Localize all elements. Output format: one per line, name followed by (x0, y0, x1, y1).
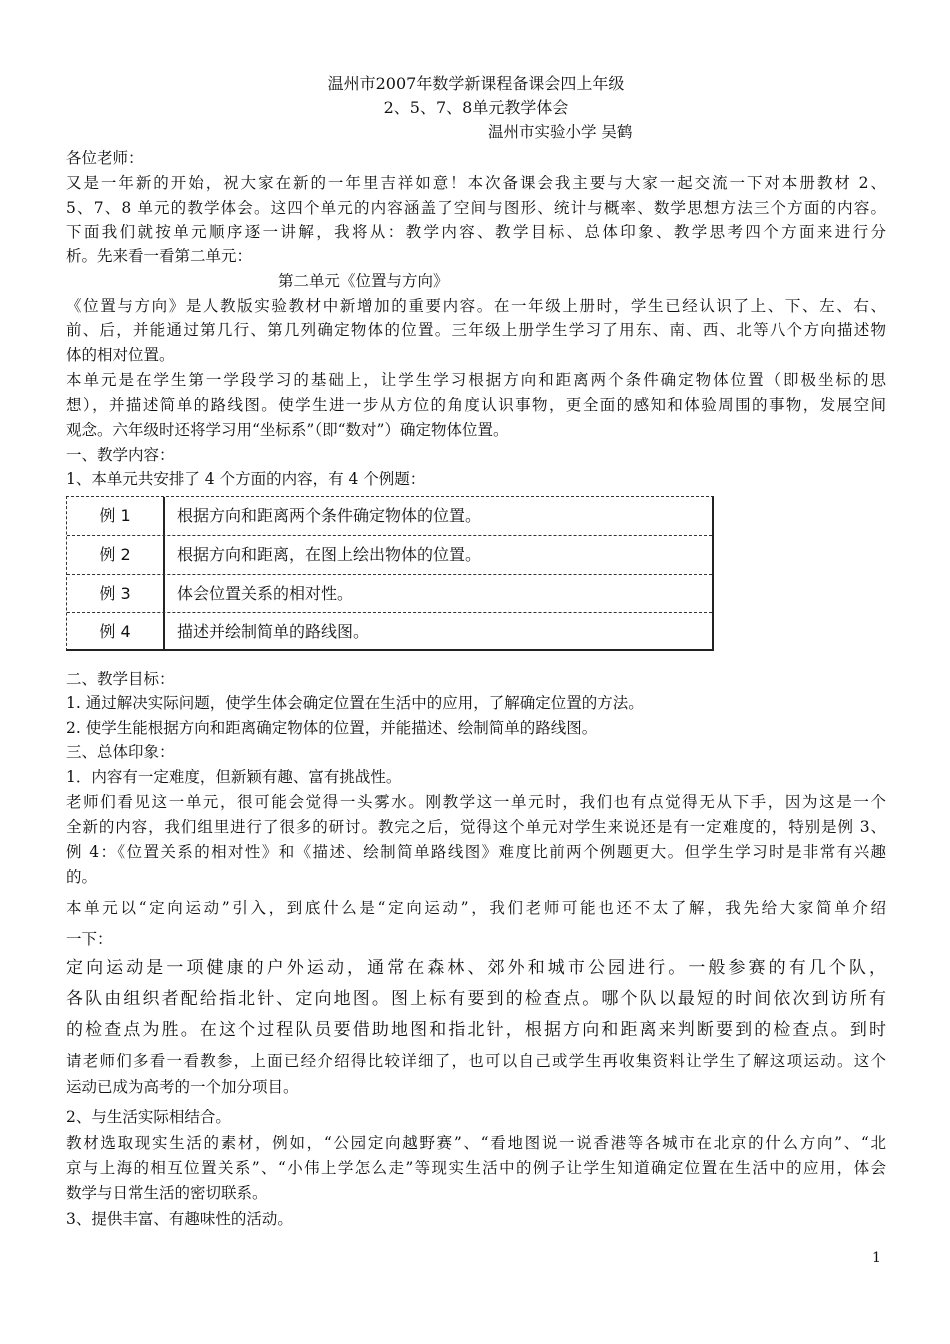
paragraph-line: 京与上海的相互位置关系”、“小伟上学怎么走”等现实生活中的例子让学生知道确定位置在生活中的应用，体会 (66, 1159, 886, 1177)
paragraph-line: 教材选取现实生活的素材，例如，“公园定向越野赛”、“看地图说一说香港等各城市在北京的什么方向”、“北 (66, 1134, 886, 1152)
table-row (67, 536, 712, 574)
paragraph-line: 一下： (66, 930, 113, 948)
examples-table (66, 496, 714, 651)
example-label: 例 4 (99, 622, 131, 641)
greeting: 各位老师： (66, 149, 144, 167)
author-line: 温州市实验小学 吴鹤 (488, 123, 633, 141)
paragraph-line: 又是一年新的开始，祝大家在新的一年里吉祥如意！本次备课会我主要与大家一起交流一下对本册教材 2、 (66, 174, 886, 192)
paragraph-line: 的。 (66, 868, 98, 886)
section-heading: 三、总体印象： (66, 743, 175, 761)
paragraph-line: 前、后，并能通过第几行、第几列确定物体的位置。三年级上册学生学习了用东、南、西、北等八个方向描述物 (66, 321, 886, 339)
doc-title-line2: 2、5、7、8单元教学体会 (383, 98, 569, 117)
paragraph-line: 老师们看见这一单元，很可能会觉得一头雾水。刚教学这一单元时，我们也有点觉得无从下手，因为这是一个 (66, 793, 886, 811)
paragraph-line: 请老师们多看一看教参，上面已经介绍得比较详细了，也可以自己或学生再收集资料让学生了解这项运动。这个 (66, 1052, 886, 1070)
paragraph-line: 体的相对位置。 (66, 346, 175, 364)
paragraph-line: 想），并描述简单的路线图。使学生进一步从方位的角度认识事物，更全面的感知和体验周围的事物，发展空间 (66, 396, 886, 414)
example-label: 例 2 (99, 545, 131, 564)
example-text: 根据方向和距离两个条件确定物体的位置。 (177, 506, 482, 525)
impression-item: 2、与生活实际相结合。 (66, 1108, 231, 1126)
paragraph-line: 数学与日常生活的密切联系。 (66, 1184, 268, 1202)
quote-line: 各队由组织者配给指北针、定向地图。图上标有要到的检查点。哪个队以最短的时间依次到访所有 (66, 989, 886, 1009)
paragraph-line: 观念。六年级时还将学习用“坐标系”（即“数对”）确定物体位置。 (66, 421, 509, 439)
paragraph-line: 例 4：《位置关系的相对性》和《描述、绘制简单路线图》难度比前两个例题更大。但学生学习时是非常有兴趣 (66, 843, 886, 861)
paragraph-line: 运动已成为高考的一个加分项目。 (66, 1078, 299, 1096)
paragraph-line: 《位置与方向》是人教版实验教材中新增加的重要内容。在一年级上册时，学生已经认识了上、下、左、右、 (66, 297, 886, 315)
section-heading: 二、教学目标： (66, 670, 175, 688)
table-row (67, 575, 712, 613)
paragraph-line: 下面我们就按单元顺序逐一讲解，我将从：教学内容、教学目标、总体印象、教学思考四个方面来进行分 (66, 223, 886, 241)
example-label: 例 1 (99, 506, 131, 525)
paragraph-line: 本单元是在学生第一学段学习的基础上，让学生学习根据方向和距离两个条件确定物体位置（即极坐标的思 (66, 371, 886, 389)
doc-title-line1: 温州市2007年数学新课程备课会四上年级 (327, 74, 625, 93)
paragraph-line: 全新的内容，我们组里进行了很多的研讨。教完之后，觉得这个单元对学生来说还是有一定难度的，特别是例 3、 (66, 818, 886, 836)
quote-line: 定向运动是一项健康的户外运动，通常在森林、郊外和城市公园进行。一般参赛的有几个队， (66, 958, 886, 978)
section-heading: 一、教学内容： (66, 446, 175, 464)
table-row (67, 497, 712, 535)
paragraph-line: 本单元以“定向运动”引入，到底什么是“定向运动”，我们老师可能也还不太了解，我先给大家简单介绍 (66, 899, 886, 917)
example-label: 例 3 (99, 584, 131, 603)
paragraph-line: 5、7、8 单元的教学体会。这四个单元的内容涵盖了空间与图形、统计与概率、数学思想方法三个方面的内容。 (66, 199, 886, 217)
example-text: 根据方向和距离，在图上绘出物体的位置。 (177, 545, 482, 564)
example-text: 体会位置关系的相对性。 (177, 584, 354, 603)
goal-item: 2. 使学生能根据方向和距离确定物体的位置，并能描述、绘制简单的路线图。 (66, 719, 598, 737)
table-row (67, 613, 712, 651)
impression-item: 3、提供丰富、有趣味性的活动。 (66, 1210, 293, 1228)
example-text: 描述并绘制简单的路线图。 (177, 622, 370, 641)
quote-line: 的检查点为胜。在这个过程队员要借助地图和指北针，根据方向和距离来判断要到的检查点。到时 (66, 1020, 886, 1040)
impression-item: 1．内容有一定难度，但新颖有趣、富有挑战性。 (66, 768, 402, 786)
paragraph-line: 析。先来看一看第二单元： (66, 247, 253, 265)
section-subline: 1、本单元共安排了 4 个方面的内容，有 4 个例题： (66, 470, 426, 488)
unit-title: 第二单元《位置与方向》 (278, 272, 449, 290)
goal-item: 1. 通过解决实际问题，使学生体会确定位置在生活中的应用，了解确定位置的方法。 (66, 694, 644, 712)
page-number: 1 (872, 1250, 881, 1266)
